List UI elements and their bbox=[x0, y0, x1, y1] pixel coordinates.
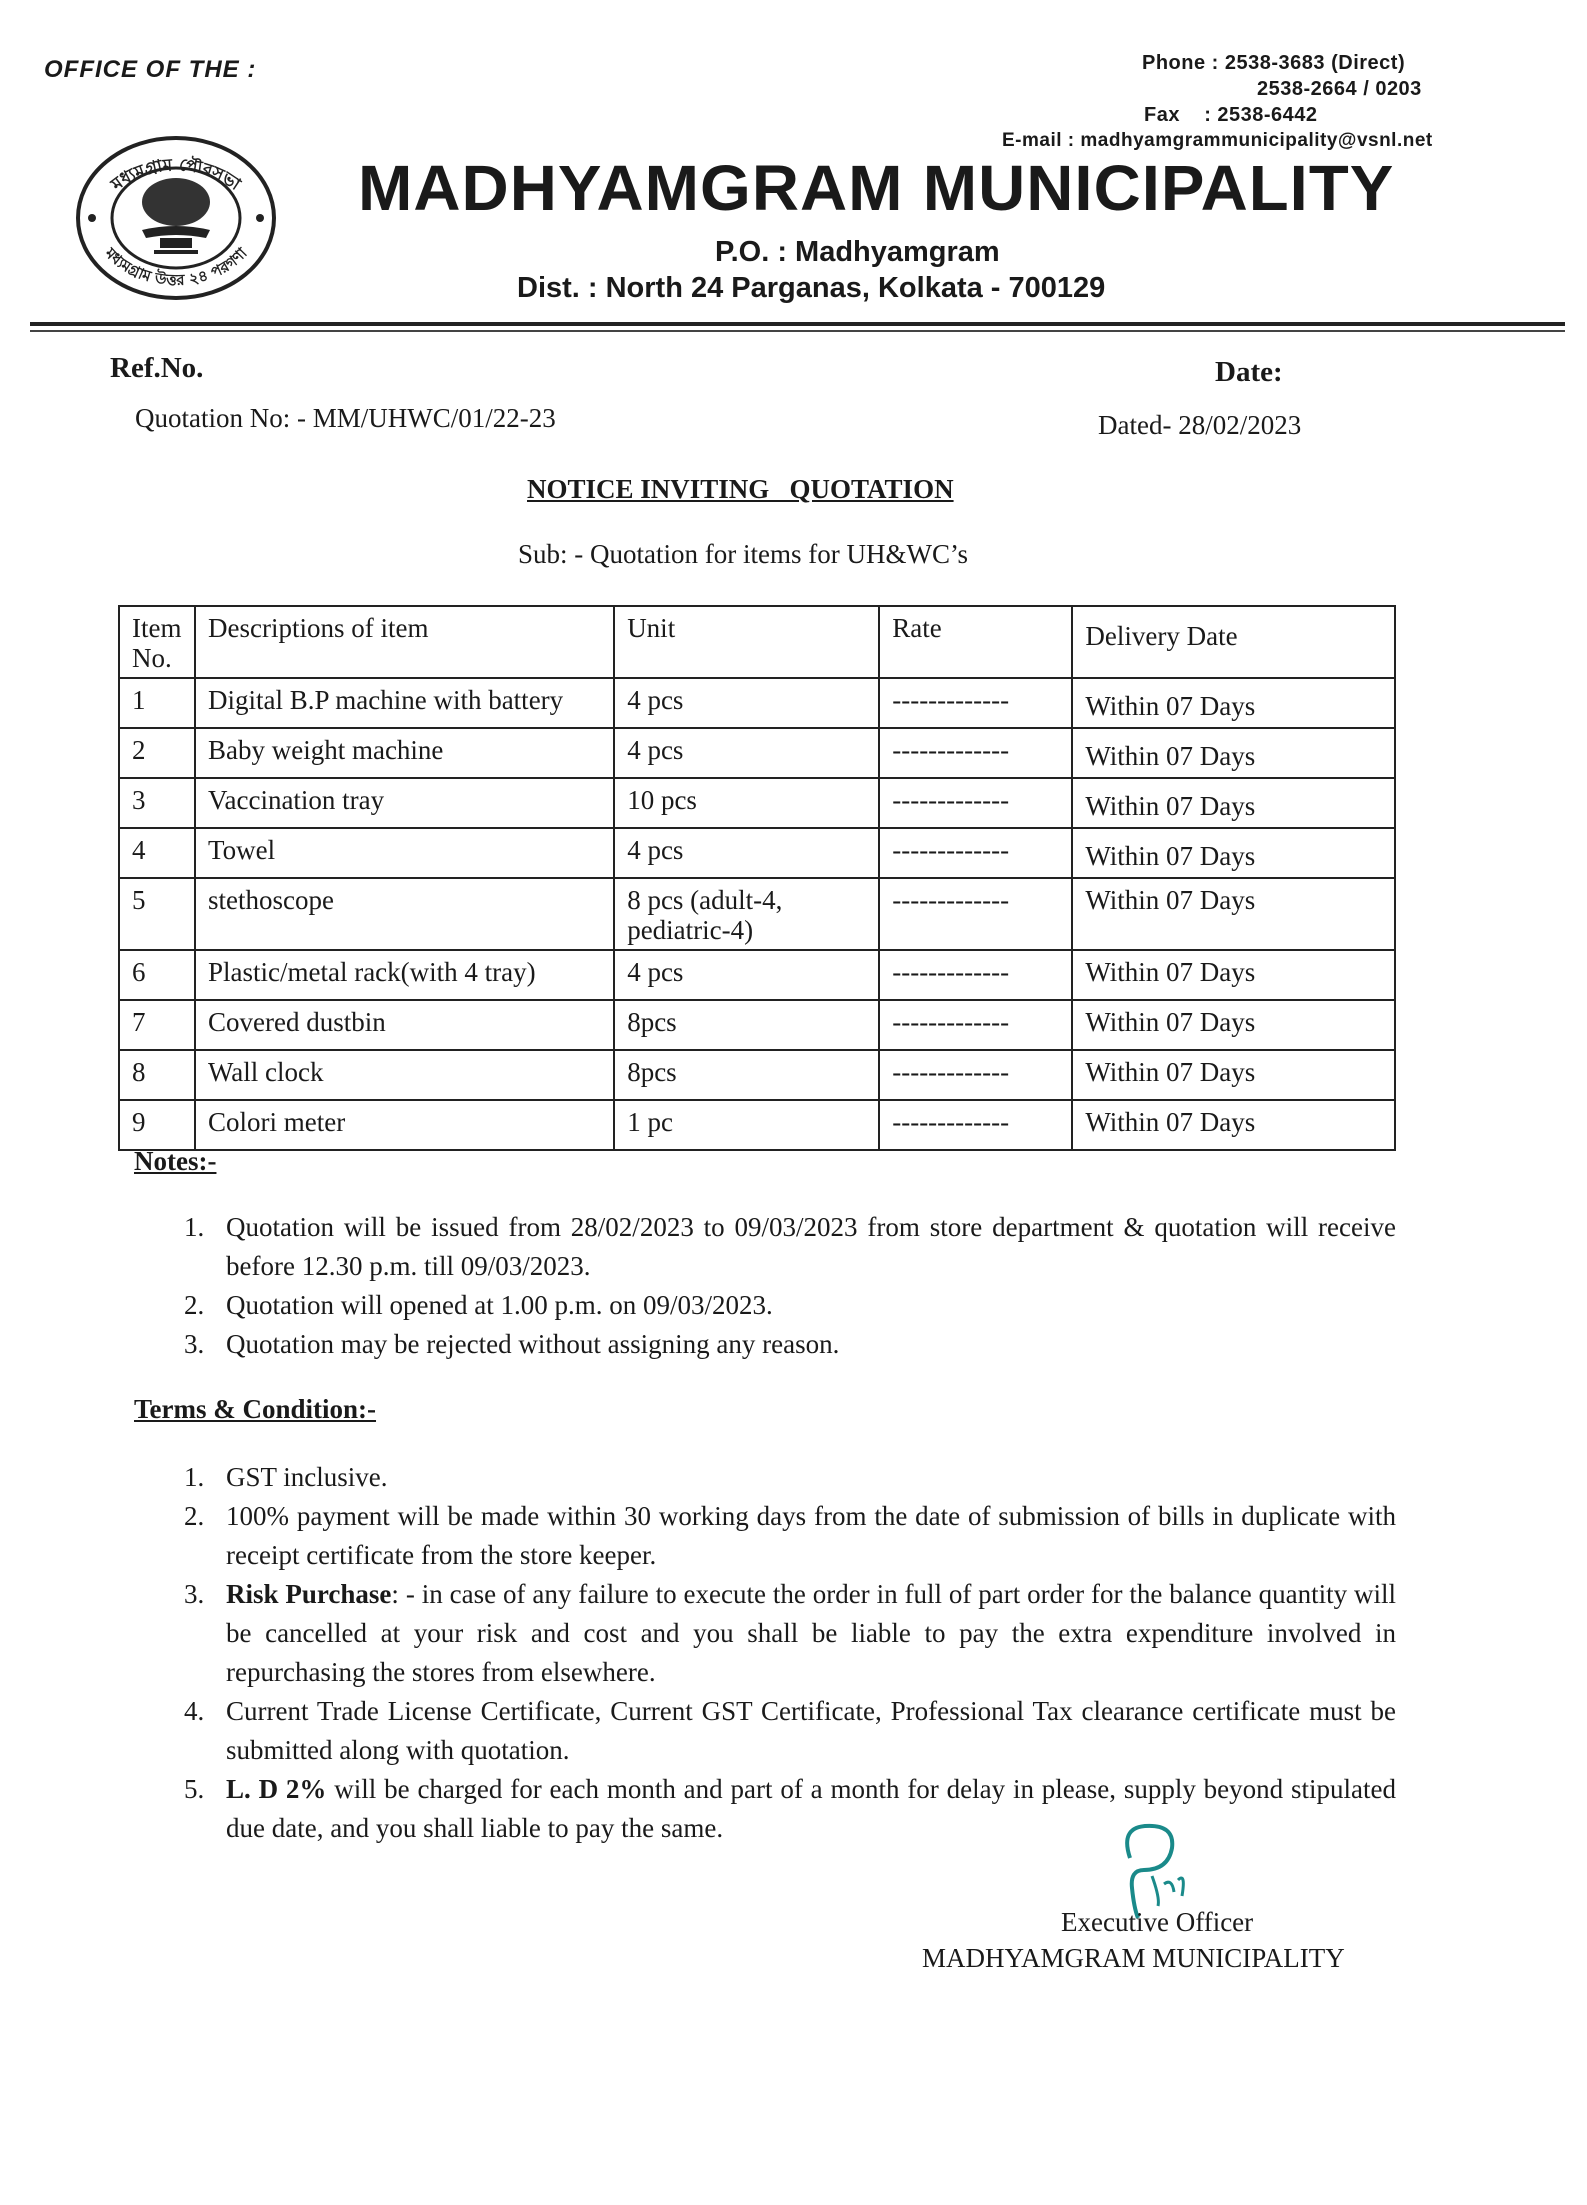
list-item: 3. Quotation may be rejected without assigning any reason. bbox=[184, 1329, 840, 1359]
term-text: will be charged for each month and part of a month for delay in please, supply beyond stipulated due date, and you shall liable to pay the same. bbox=[226, 1774, 1396, 1843]
items-table bbox=[118, 605, 1396, 1151]
cell-delivery: Within 07 Days bbox=[1072, 1100, 1395, 1150]
cell-rate: ------------- bbox=[879, 678, 1072, 728]
email-line: E-mail : madhyamgrammunicipality@vsnl.net bbox=[1002, 130, 1433, 151]
phone-line-2: 2538-2664 / 0203 bbox=[1257, 78, 1422, 100]
cell-unit: 10 pcs bbox=[614, 778, 879, 828]
signatory-org: MADHYAMGRAM MUNICIPALITY bbox=[922, 1943, 1345, 1973]
term-text: GST inclusive. bbox=[226, 1462, 388, 1492]
table-row bbox=[119, 950, 1395, 1000]
signatory-title: Executive Officer bbox=[1061, 1907, 1254, 1937]
seal-text-bottom: মধ্যমগ্রাম উত্তর ২৪ পরগণা bbox=[101, 244, 251, 290]
dated-value: Dated- 28/02/2023 bbox=[1098, 410, 1302, 440]
notes-heading: Notes:- bbox=[134, 1146, 217, 1176]
cell-rate: ------------- bbox=[879, 878, 1072, 950]
term-bold-label: Risk Purchase bbox=[226, 1579, 392, 1609]
list-item: 2. 100% payment will be made within 30 working days from the date of submission of bills in duplicate with receipt certificate from the store keeper. bbox=[184, 1501, 1396, 1570]
table-row bbox=[119, 728, 1395, 778]
term-text: : - in case of any failure to execute the order in full of part order for the balance quantity will be cancelled at your risk and cost and you shall be liable to pay the extra expenditure involved in repurchasing the stores from elsewhere. bbox=[226, 1579, 1396, 1687]
cell-rate: ------------- bbox=[879, 778, 1072, 828]
cell-item-no: 8 bbox=[119, 1050, 195, 1100]
term-text: Current Trade License Certificate, Current GST Certificate, Professional Tax clearance certificate must be submitted along with quotation. bbox=[226, 1696, 1396, 1765]
header-delivery-date: Delivery Date bbox=[1072, 606, 1395, 678]
cell-rate: ------------- bbox=[879, 728, 1072, 778]
list-item: 1. GST inclusive. bbox=[184, 1462, 388, 1492]
notes-list bbox=[134, 1208, 1396, 1364]
cell-delivery: Within 07 Days bbox=[1072, 728, 1395, 778]
table-row bbox=[119, 1050, 1395, 1100]
cell-delivery: Within 07 Days bbox=[1072, 878, 1395, 950]
table-row bbox=[119, 678, 1395, 728]
municipality-seal-icon bbox=[56, 126, 296, 306]
note-text: Quotation will opened at 1.00 p.m. on 09/03/2023. bbox=[226, 1290, 773, 1320]
term-text: 100% payment will be made within 30 working days from the date of submission of bills in duplicate with receipt certificate from the store keeper. bbox=[226, 1501, 1396, 1570]
note-text: Quotation will be issued from 28/02/2023 to 09/03/2023 from store department & quotation will receive before 12.30 p.m. till 09/03/2023. bbox=[226, 1212, 1396, 1281]
cell-unit: 8pcs bbox=[614, 1000, 879, 1050]
header-rule-thin bbox=[30, 330, 1565, 332]
list-item: 3. Risk Purchase: - in case of any failure to execute the order in full of part order for the balance quantity will be cancelled at your risk and cost and you shall be liable to pay the extra expenditure involved in repurchasing the stores from elsewhere. bbox=[184, 1579, 1396, 1687]
cell-unit: 4 pcs bbox=[614, 828, 879, 878]
cell-rate: ------------- bbox=[879, 950, 1072, 1000]
cell-item-no: 4 bbox=[119, 828, 195, 878]
cell-unit: 4 pcs bbox=[614, 950, 879, 1000]
table-row bbox=[119, 1000, 1395, 1050]
cell-item-no: 2 bbox=[119, 728, 195, 778]
org-name: MADHYAMGRAM MUNICIPALITY bbox=[358, 152, 1395, 224]
notice-subject: Sub: - Quotation for items for UH&WC’s bbox=[518, 539, 968, 569]
cell-delivery: Within 07 Days bbox=[1072, 778, 1395, 828]
term-bold-label: L. D 2% bbox=[226, 1774, 327, 1804]
header-unit: Unit bbox=[614, 606, 879, 678]
cell-delivery: Within 07 Days bbox=[1072, 950, 1395, 1000]
header-description: Descriptions of item bbox=[195, 606, 614, 678]
district-line: Dist. : North 24 Parganas, Kolkata - 700129 bbox=[517, 272, 1106, 304]
cell-item-no: 9 bbox=[119, 1100, 195, 1150]
seal-text-top: মধ্যমগ্রাম পৌরসভা bbox=[107, 154, 244, 195]
cell-description: stethoscope bbox=[195, 878, 614, 950]
cell-unit: 4 pcs bbox=[614, 678, 879, 728]
cell-delivery: Within 07 Days bbox=[1072, 678, 1395, 728]
cell-description: Baby weight machine bbox=[195, 728, 614, 778]
cell-delivery: Within 07 Days bbox=[1072, 828, 1395, 878]
quotation-number: Quotation No: - MM/UHWC/01/22-23 bbox=[135, 403, 556, 433]
note-text: Quotation may be rejected without assigning any reason. bbox=[226, 1329, 840, 1359]
cell-description: Covered dustbin bbox=[195, 1000, 614, 1050]
cell-item-no: 1 bbox=[119, 678, 195, 728]
fax-line: Fax : 2538-6442 bbox=[1144, 104, 1318, 126]
cell-description: Colori meter bbox=[195, 1100, 614, 1150]
ref-label: Ref.No. bbox=[110, 352, 204, 384]
list-item: 1. Quotation will be issued from 28/02/2023 to 09/03/2023 from store department & quotation will receive before 12.30 p.m. till 09/03/2023. bbox=[184, 1212, 1396, 1281]
list-item: 5. L. D 2% will be charged for each month and part of a month for delay in please, supply beyond stipulated due date, and you shall liable to pay the same. bbox=[184, 1774, 1396, 1843]
terms-heading: Terms & Condition:- bbox=[134, 1394, 377, 1424]
cell-description: Digital B.P machine with battery bbox=[195, 678, 614, 728]
cell-delivery: Within 07 Days bbox=[1072, 1050, 1395, 1100]
cell-description: Vaccination tray bbox=[195, 778, 614, 828]
list-item: 4. Current Trade License Certificate, Current GST Certificate, Professional Tax clearance certificate must be submitted along with quotation. bbox=[184, 1696, 1396, 1765]
cell-item-no: 6 bbox=[119, 950, 195, 1000]
table-row bbox=[119, 778, 1395, 828]
cell-description: Plastic/metal rack(with 4 tray) bbox=[195, 950, 614, 1000]
cell-unit: 8pcs bbox=[614, 1050, 879, 1100]
list-item: 2. Quotation will opened at 1.00 p.m. on 09/03/2023. bbox=[184, 1290, 773, 1320]
table-row bbox=[119, 828, 1395, 878]
cell-rate: ------------- bbox=[879, 828, 1072, 878]
cell-unit: 1 pc bbox=[614, 1100, 879, 1150]
date-label: Date: bbox=[1215, 356, 1283, 388]
header-rule bbox=[30, 322, 1565, 326]
cell-item-no: 5 bbox=[119, 878, 195, 950]
po-line: P.O. : Madhyamgram bbox=[715, 236, 1000, 268]
cell-delivery: Within 07 Days bbox=[1072, 1000, 1395, 1050]
cell-rate: ------------- bbox=[879, 1100, 1072, 1150]
cell-rate: ------------- bbox=[879, 1050, 1072, 1100]
table-header-row bbox=[119, 606, 1395, 678]
cell-item-no: 3 bbox=[119, 778, 195, 828]
cell-description: Towel bbox=[195, 828, 614, 878]
terms-list bbox=[134, 1458, 1396, 1848]
header-rate: Rate bbox=[879, 606, 1072, 678]
table-row bbox=[119, 1100, 1395, 1150]
notice-title: NOTICE INVITING QUOTATION bbox=[527, 474, 954, 504]
table-row bbox=[119, 878, 1395, 950]
office-label: OFFICE OF THE : bbox=[44, 56, 257, 83]
cell-unit: 4 pcs bbox=[614, 728, 879, 778]
cell-description: Wall clock bbox=[195, 1050, 614, 1100]
header-item-no: Item No. bbox=[119, 606, 195, 678]
cell-unit: 8 pcs (adult-4, pediatric-4) bbox=[614, 878, 879, 950]
phone-line: Phone : 2538-3683 (Direct) bbox=[1142, 52, 1406, 74]
cell-rate: ------------- bbox=[879, 1000, 1072, 1050]
cell-item-no: 7 bbox=[119, 1000, 195, 1050]
